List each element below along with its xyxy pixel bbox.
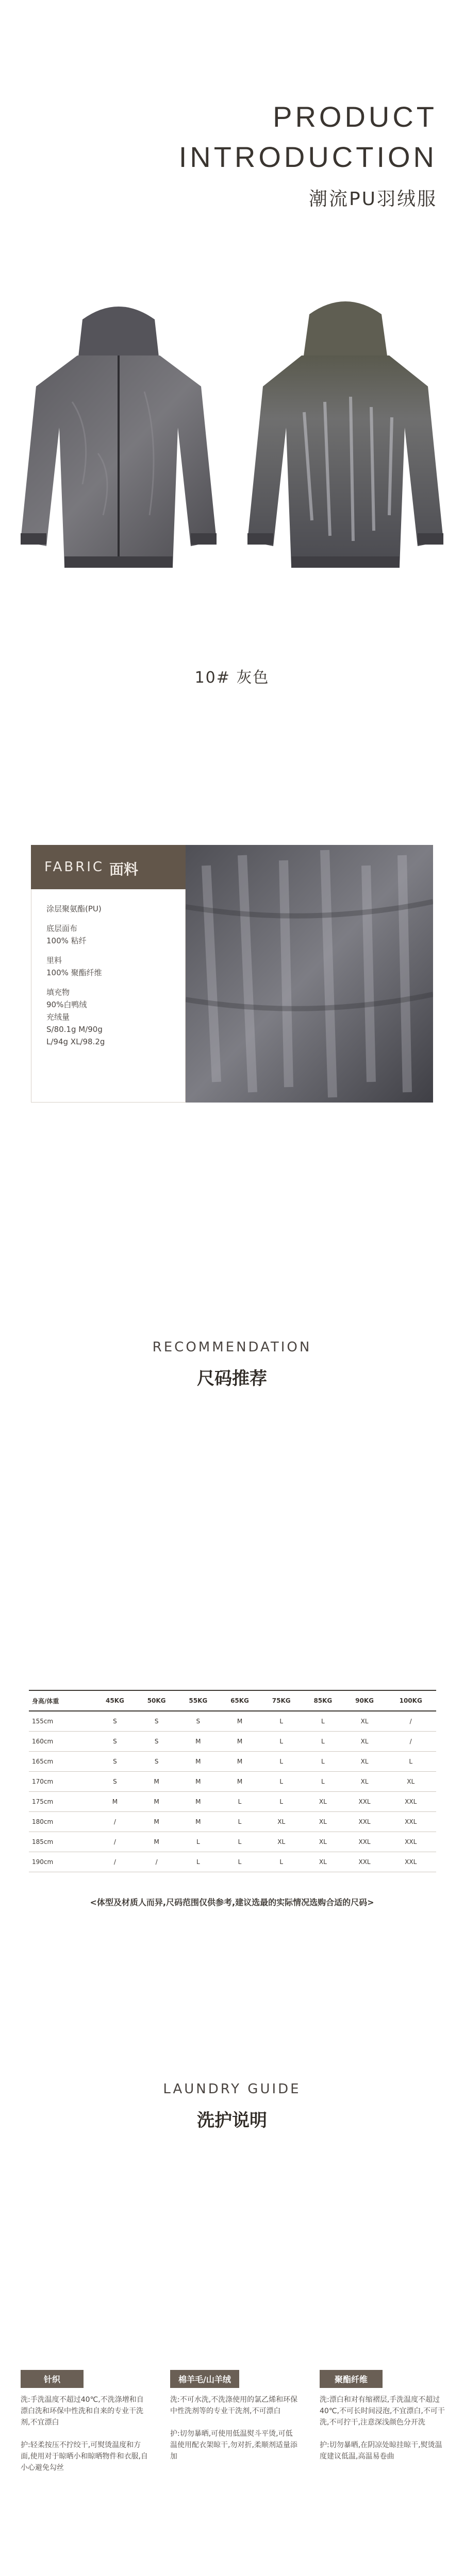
size-chart-header: 身高/体重 xyxy=(29,1690,94,1711)
size-chart-size-cell: S xyxy=(136,1711,177,1732)
size-chart-size-cell: L xyxy=(219,1852,261,1872)
size-chart-header: 85KG xyxy=(302,1690,344,1711)
size-chart-size-cell: XL xyxy=(302,1812,344,1832)
size-chart-size-cell: XXL xyxy=(344,1852,386,1872)
intro-title-line1: PRODUCT xyxy=(273,100,437,133)
fabric-title-en: FABRIC xyxy=(44,859,105,875)
size-chart-height-cell: 185cm xyxy=(29,1832,94,1852)
size-chart-size-cell: XL xyxy=(344,1772,386,1792)
size-chart-size-cell: XXL xyxy=(385,1792,436,1812)
size-chart-size-cell: M xyxy=(219,1711,261,1732)
size-chart-header: 50KG xyxy=(136,1690,177,1711)
size-chart-row xyxy=(29,1812,436,1832)
size-chart-height-cell: 190cm xyxy=(29,1852,94,1872)
size-chart-size-cell: M xyxy=(177,1792,219,1812)
intro-title xyxy=(179,97,437,177)
fabric-line: 100% 聚酯纤维 xyxy=(46,968,102,977)
size-chart-size-cell: L xyxy=(260,1711,302,1732)
size-chart-size-cell: M xyxy=(136,1792,177,1812)
jacket-back-image xyxy=(242,299,449,587)
size-chart-row xyxy=(29,1792,436,1812)
size-chart-size-cell: M xyxy=(177,1752,219,1772)
color-label: 10# 灰色 xyxy=(194,669,270,687)
size-chart-size-cell: L xyxy=(177,1852,219,1872)
fabric-line: 里料 xyxy=(46,956,62,965)
fabric-line: 充绒量 xyxy=(46,1012,70,1022)
size-chart-size-cell: XXL xyxy=(344,1832,386,1852)
size-chart-size-cell: XL xyxy=(302,1832,344,1852)
size-chart-size-cell: XXL xyxy=(385,1852,436,1872)
fabric-line: 底层面布 xyxy=(46,924,78,933)
care-card xyxy=(170,2370,299,2462)
fabric-line: L/94g XL/98.2g xyxy=(46,1037,105,1046)
size-chart-height-cell: 175cm xyxy=(29,1792,94,1812)
size-chart-size-cell: L xyxy=(385,1752,436,1772)
care-tag: 聚酯纤维 xyxy=(320,2370,383,2388)
care-text: 洗:漂白和对有缩褶层,手洗温度不超过40℃,不可长时间浸泡,不宜漂白,不可干洗,不可拧干,注意深浅颜色分开洗 护:切勿暴晒,在阴凉处晾挂晾干,熨烫温度建议低温,高温易卷曲 xyxy=(320,2396,445,2461)
size-chart-row xyxy=(29,1772,436,1792)
size-chart-size-cell: S xyxy=(94,1772,136,1792)
care-card xyxy=(21,2370,150,2473)
size-chart-size-cell: XL xyxy=(344,1711,386,1732)
size-chart-height-cell: 155cm xyxy=(29,1711,94,1732)
size-chart-size-cell: L xyxy=(260,1852,302,1872)
size-chart-size-cell: XXL xyxy=(385,1812,436,1832)
size-chart-size-cell: / xyxy=(136,1852,177,1872)
size-chart-size-cell: M xyxy=(177,1772,219,1792)
size-chart-size-cell: XXL xyxy=(344,1792,386,1812)
size-chart-size-cell: M xyxy=(219,1772,261,1792)
size-chart-size-cell: S xyxy=(177,1711,219,1732)
size-chart-size-cell: / xyxy=(94,1812,136,1832)
size-chart-header: 45KG xyxy=(94,1690,136,1711)
size-chart-row xyxy=(29,1832,436,1852)
size-chart-body xyxy=(29,1711,436,1872)
size-chart-size-cell: XL xyxy=(344,1752,386,1772)
size-chart-size-cell: L xyxy=(302,1711,344,1732)
laundry-title-cn: 洗护说明 xyxy=(197,2110,267,2131)
fabric-section xyxy=(31,845,433,1103)
care-tag: 针织 xyxy=(21,2370,84,2388)
size-chart-height-cell: 165cm xyxy=(29,1752,94,1772)
size-chart-size-cell: L xyxy=(302,1732,344,1752)
fabric-title-cn: 面料 xyxy=(109,861,139,878)
size-chart-size-cell: S xyxy=(94,1711,136,1732)
size-chart-header: 75KG xyxy=(260,1690,302,1711)
care-text: 洗:手洗温度不超过40℃,不洗涤增和自漂白洗和环保中性洗和自来的专业干洗剂,不宜漂白 护:轻柔按压不拧绞干,可熨烫温度和方面,使用对于晾晒小和晾晒物件和衣服,自小心避免勾丝 xyxy=(21,2396,148,2472)
size-chart-header: 90KG xyxy=(344,1690,386,1711)
size-chart-size-cell: S xyxy=(136,1732,177,1752)
size-chart-size-cell: M xyxy=(219,1732,261,1752)
size-chart-size-cell: L xyxy=(260,1772,302,1792)
size-chart-size-cell: XL xyxy=(385,1772,436,1792)
size-chart-size-cell: / xyxy=(385,1711,436,1732)
size-chart-header-row xyxy=(29,1690,436,1711)
care-text: 洗:不可水洗,不洗涤使用的氯乙烯和环保中性洗剂等的专业干洗剂,不可漂白 护:切勿暴晒,可使用低温熨斗平烫,可低温使用配衣架晾干,勿对折,柔顺剂适量添加 xyxy=(170,2396,298,2461)
size-chart-table xyxy=(29,1690,436,1872)
size-chart-size-cell: L xyxy=(302,1752,344,1772)
fabric-line: 涂层聚氨酯(PU) xyxy=(46,904,102,913)
size-chart-size-cell: S xyxy=(94,1752,136,1772)
size-chart-row xyxy=(29,1732,436,1752)
size-chart-size-cell: XXL xyxy=(344,1812,386,1832)
size-chart-size-cell: S xyxy=(136,1752,177,1772)
size-chart-row xyxy=(29,1711,436,1732)
size-chart-size-cell: L xyxy=(302,1772,344,1792)
intro-title-line2: INTRODUCTION xyxy=(178,141,437,173)
jacket-front-image xyxy=(15,299,222,587)
size-chart-size-cell: M xyxy=(219,1752,261,1772)
size-chart-height-cell: 170cm xyxy=(29,1772,94,1792)
size-chart-size-cell: / xyxy=(94,1832,136,1852)
size-chart-size-cell: M xyxy=(136,1832,177,1852)
size-chart-size-cell: / xyxy=(385,1732,436,1752)
size-chart-size-cell: S xyxy=(94,1732,136,1752)
size-chart-size-cell: M xyxy=(94,1792,136,1812)
size-chart-row xyxy=(29,1752,436,1772)
size-chart-header: 100KG xyxy=(385,1690,436,1711)
size-chart-size-cell: XL xyxy=(260,1812,302,1832)
care-tag: 棉羊毛/山羊绒 xyxy=(170,2370,239,2388)
intro-subtitle: 潮流PU羽绒服 xyxy=(308,189,437,210)
recommendation-title-en: RECOMMENDATION xyxy=(152,1340,312,1355)
size-chart-size-cell: XL xyxy=(344,1732,386,1752)
laundry-title-en: LAUNDRY GUIDE xyxy=(163,2081,301,2097)
size-chart-size-cell: L xyxy=(177,1832,219,1852)
care-guide-grid xyxy=(21,2370,449,2576)
size-chart-size-cell: L xyxy=(260,1732,302,1752)
fabric-line: 填充物 xyxy=(46,988,70,997)
size-chart-size-cell: L xyxy=(260,1792,302,1812)
size-chart-size-cell: XL xyxy=(260,1832,302,1852)
size-chart-header: 55KG xyxy=(177,1690,219,1711)
size-chart-size-cell: XL xyxy=(302,1852,344,1872)
size-chart-height-cell: 160cm xyxy=(29,1732,94,1752)
fabric-line: 100% 粘纤 xyxy=(46,936,87,945)
garment-gallery xyxy=(0,299,464,587)
size-chart-header: 65KG xyxy=(219,1690,261,1711)
size-note: <体型及材质人而异,尺码范围仅供参考,建议选最的实际情况选购合适的尺码> xyxy=(90,1897,374,1907)
size-chart-size-cell: M xyxy=(177,1812,219,1832)
fabric-header xyxy=(31,845,186,889)
size-chart-row xyxy=(29,1852,436,1872)
size-chart-size-cell: XL xyxy=(302,1792,344,1812)
fabric-details xyxy=(46,903,175,1048)
size-chart-size-cell: / xyxy=(94,1852,136,1872)
fabric-line: 90%白鸭绒 xyxy=(46,1000,87,1009)
size-chart-height-cell: 180cm xyxy=(29,1812,94,1832)
size-chart-size-cell: XXL xyxy=(385,1832,436,1852)
recommendation-title-cn: 尺码推荐 xyxy=(197,1368,267,1389)
intro-section xyxy=(0,0,464,210)
size-chart-size-cell: L xyxy=(219,1792,261,1812)
size-chart-size-cell: M xyxy=(136,1812,177,1832)
size-chart-size-cell: M xyxy=(177,1732,219,1752)
fabric-closeup-image xyxy=(186,845,433,1103)
fabric-info-panel xyxy=(31,845,186,1103)
fabric-line: S/80.1g M/90g xyxy=(46,1025,103,1034)
size-chart-size-cell: L xyxy=(260,1752,302,1772)
size-chart-size-cell: L xyxy=(219,1812,261,1832)
care-card xyxy=(320,2370,449,2462)
size-chart-size-cell: L xyxy=(219,1832,261,1852)
size-chart-size-cell: M xyxy=(136,1772,177,1792)
